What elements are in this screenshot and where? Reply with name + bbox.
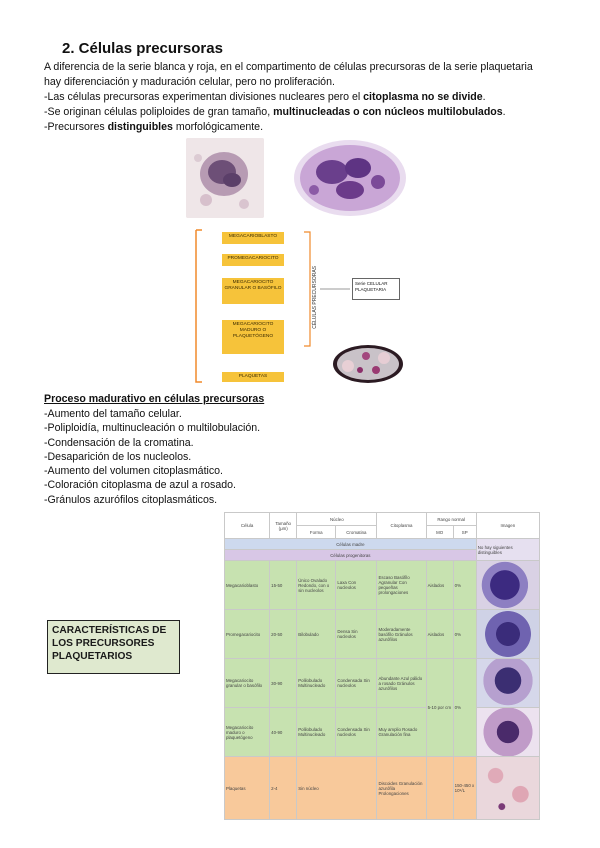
cell-forma: Sin núcleo: [297, 757, 377, 820]
header-celula: Célula: [225, 513, 270, 539]
cell-mo: Aislados: [426, 561, 453, 610]
cell-image-promegakaryocyte: [476, 610, 539, 659]
header-nucleo: Núcleo: [297, 513, 377, 526]
characteristics-line-2: LOS PRECURSORES: [52, 638, 155, 649]
megakaryocyte-micrograph-1: [186, 138, 264, 218]
intro-line-5-bold: distinguibles: [107, 121, 173, 133]
intro-line-1: A diferencia de la serie blanca y roja, en el compartimento de células precursoras de la serie plaquetaria: [44, 61, 533, 73]
section-title: 2. Células precursoras: [62, 40, 223, 57]
step-mature-megakaryocyte: MEGACARIOCITO MADURO O PLAQUETÓGENO: [222, 320, 284, 354]
cell-forma: Único Ovalado Redondo, con o sin nucleolos: [297, 561, 336, 610]
cell-cromatina: Condensada Sin nucleolos: [336, 708, 377, 757]
process-item: -Aumento del tamaño celular.: [44, 408, 182, 420]
cell-sp: 0%: [453, 610, 476, 659]
cell-sp: 150-450 x 10⁹/L: [453, 757, 476, 820]
process-item: -Gránulos azurófilos citoplasmáticos.: [44, 493, 218, 506]
process-item: -Desaparición de los nucleolos.: [44, 450, 192, 463]
process-item: -Poliploidía, multinucleación o multilobulación.: [44, 422, 261, 435]
cell-citoplasma: Moderadamente basófilo Gránulos azurófilos: [377, 610, 426, 659]
cell-cromatina: Laxa Con nucleolos: [336, 561, 377, 610]
madre-note: No hay siguientes distinguibles: [476, 539, 539, 561]
intro-line-4-text: -Se originan células poliploides de gran tamaño,: [44, 106, 274, 118]
table-row: [225, 610, 540, 659]
row-celulas-madre: Células madre: [225, 539, 477, 550]
process-title: Proceso madurativo en células precursoras: [44, 393, 265, 405]
row-celulas-progenitoras: Células progenitoras: [225, 550, 477, 561]
cell-citoplasma: Muy amplio Rosado Granulación fina: [377, 708, 426, 757]
maturation-diagram: [192, 226, 412, 386]
cell-citoplasma: Escaso Basófilo Agranular Con pequeñas prolongaciones: [377, 561, 426, 610]
intro-line-2: hay diferenciación y maduración celular, pero no proliferación.: [44, 76, 335, 88]
cell-tamano: 20-50: [270, 610, 297, 659]
header-mo: MO: [426, 526, 453, 539]
cell-image-megakaryoblast: [476, 561, 539, 610]
step-promegakaryocyte: PROMEGACARIOCITO: [222, 254, 284, 266]
cell-sp: 0%: [453, 659, 476, 757]
header-cromatina: Cromatina: [336, 526, 377, 539]
table-row: [225, 561, 540, 610]
cell-citoplasma: Abundante Azul pálido a rosado Gránulos azurófilos: [377, 659, 426, 708]
cell-celula: Megacarioblasto: [225, 561, 270, 610]
process-item: -Condensación de la cromatina.: [44, 436, 194, 449]
characteristics-line-1: CARACTERÍSTICAS DE: [52, 625, 167, 636]
cell-celula: Plaquetas: [225, 757, 270, 820]
intro-line-3-text: -Las células precursoras experimentan divisiones nucleares pero el: [44, 91, 364, 103]
header-forma: Forma: [297, 526, 336, 539]
serie-box: Serie CELULAR PLAQUETARIA: [352, 278, 400, 300]
header-citoplasma: Citoplasma: [377, 513, 426, 539]
cell-forma: Polilobulado Multinucleado: [297, 708, 336, 757]
cell-tamano: 30-90: [270, 659, 297, 708]
process-list: [44, 407, 260, 507]
step-platelets: PLAQUETAS: [222, 372, 284, 382]
intro-line-4-bold: multinucleadas o con núcleos multilobulados: [273, 106, 503, 118]
intro-line-5-end: morfológicamente.: [172, 121, 264, 133]
step-granular-megakaryocyte: MEGACARIOCITO GRANULAR O BASÓFILO: [222, 278, 284, 304]
process-item: -Coloración citoplasma de azul a rosado.: [44, 479, 236, 492]
platelets-micrograph: [332, 344, 404, 384]
table-row: [225, 757, 540, 820]
cell-mo: 5-10 por cm: [426, 659, 453, 757]
cell-sp: 0%: [453, 561, 476, 610]
intro-paragraph: [44, 60, 564, 135]
cell-citoplasma: Discoides Granulación azurófila Prolongaciones: [377, 757, 426, 820]
precursors-side-label: CÉLULAS PRECURSORAS: [312, 266, 318, 329]
intro-line-4-end: .: [502, 106, 506, 118]
intro-line-4: [44, 105, 564, 120]
cell-tamano: 40-90: [270, 708, 297, 757]
cell-image-granular-megakaryocyte: [476, 659, 539, 708]
cell-cromatina: Condensada Sin nucleolos: [336, 659, 377, 708]
table-row: [225, 659, 540, 708]
intro-line-3: [44, 90, 564, 105]
cell-cromatina: Densa Sin nucleolos: [336, 610, 377, 659]
cell-tamano: 15-50: [270, 561, 297, 610]
precursors-table: [224, 512, 540, 820]
intro-line-3-bold: citoplasma no se divide: [363, 91, 483, 103]
intro-line-5: [44, 120, 564, 135]
table-row: [225, 708, 540, 757]
cell-image-platelets: [476, 757, 539, 820]
cell-celula: Megacariocito maduro o plaquetógeno: [225, 708, 270, 757]
cell-celula: Megacariocito granular o basófilo: [225, 659, 270, 708]
characteristics-box: [47, 620, 180, 674]
characteristics-line-3: PLAQUETARIOS: [52, 651, 133, 662]
cell-tamano: 2-4: [270, 757, 297, 820]
cell-celula: Promegacariocito: [225, 610, 270, 659]
cell-forma: Bilobulado: [297, 610, 336, 659]
intro-line-3-end: .: [482, 91, 486, 103]
cell-mo: [426, 757, 453, 820]
cell-mo: Aislados: [426, 610, 453, 659]
header-imagen: Imagen: [476, 513, 539, 539]
header-sp: SP: [453, 526, 476, 539]
cell-forma: Polilobulado Multinucleado: [297, 659, 336, 708]
intro-line-5-text: -Precursores: [44, 121, 108, 133]
step-megakaryoblast: MEGACARIOBLASTO: [222, 232, 284, 244]
process-item: -Aumento del volumen citoplasmático.: [44, 465, 224, 478]
header-rango: Rango normal: [426, 513, 476, 526]
megakaryocyte-micrograph-2: [292, 138, 410, 218]
cell-image-mature-megakaryocyte: [476, 708, 539, 757]
header-tamano: Tamaño (μm): [270, 513, 297, 539]
